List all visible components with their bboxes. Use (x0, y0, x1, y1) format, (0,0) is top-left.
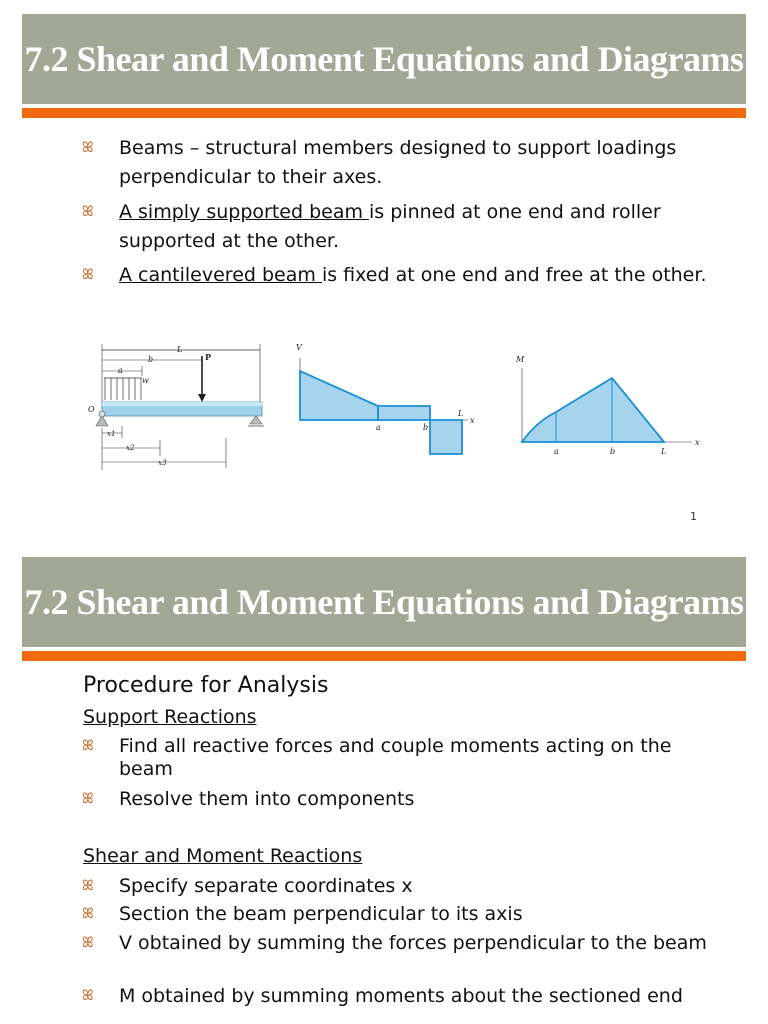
bullet-text: Find all reactive forces and couple moments acting on the beam (119, 735, 672, 780)
slide-2 (0, 540, 768, 1024)
bullet-text: M obtained by summing moments about the sectioned end (119, 985, 683, 1007)
load-w-label: w (142, 376, 149, 385)
moment-axis-x-label: x (695, 438, 700, 447)
bullet-text: A cantilevered beam is fixed at one end and free at the other. (119, 264, 707, 286)
bullet-marker-icon: ꕤ (82, 738, 94, 754)
shear-a-label: a (376, 423, 381, 432)
title-accent-rule (22, 108, 746, 118)
shear-L-label: L (458, 409, 464, 418)
bullet-text: Section the beam perpendicular to its axis (119, 903, 523, 925)
bullet-item (82, 788, 712, 811)
slide-title: 7.2 Shear and Moment Equations and Diagrams (22, 557, 746, 647)
underlined-term: A simply supported beam (119, 201, 370, 223)
bullet-text: Resolve them into components (119, 788, 415, 810)
beam-loading-figure (74, 328, 284, 470)
bullet-item (82, 875, 712, 898)
moment-a-label: a (554, 447, 559, 456)
page-number: 1 (690, 510, 697, 523)
moment-axis-m-label: M (516, 355, 525, 364)
bullet-marker-icon: ꕤ (82, 267, 94, 283)
shear-b-label: b (423, 423, 429, 432)
dim-x3-label: x3 (158, 459, 167, 467)
bullet-marker-icon: ꕤ (82, 988, 94, 1004)
bullet-item (82, 735, 712, 781)
bullet-marker-icon: ꕤ (82, 140, 94, 156)
slide-title: 7.2 Shear and Moment Equations and Diagrams (22, 14, 746, 104)
section-heading: Procedure for Analysis (83, 673, 329, 698)
bullet-item (82, 134, 712, 192)
dim-x2-label: x2 (126, 444, 135, 452)
bullet-text: Beams – structural members designed to support loadings perpendicular to their axes. (119, 137, 677, 188)
shear-axis-v-label: V (296, 343, 302, 352)
moment-L-label: L (661, 447, 667, 456)
subsection-title: Shear and Moment Reactions (83, 845, 363, 867)
bullet-text: Specify separate coordinates x (119, 875, 413, 897)
bullet-marker-icon: ꕤ (82, 878, 94, 894)
dim-x1-label: x1 (107, 430, 116, 438)
bullet-item (82, 261, 712, 290)
moment-b-label: b (610, 447, 616, 456)
bullet-text: A simply supported beam is pinned at one end and roller supported at the other. (119, 201, 661, 252)
bullet-item (82, 198, 712, 256)
bullet-marker-icon: ꕤ (82, 935, 94, 951)
bullet-text: V obtained by summing the forces perpendicular to the beam (119, 932, 707, 954)
bullet-marker-icon: ꕤ (82, 204, 94, 220)
subsection-title: Support Reactions (83, 706, 257, 728)
bullet-marker-icon: ꕤ (82, 791, 94, 807)
dim-L-label: L (177, 345, 183, 354)
dim-a-label: a (118, 366, 123, 375)
bullet-item (82, 985, 712, 1008)
origin-O-label: O (88, 405, 95, 414)
bullet-item (82, 932, 712, 955)
load-P-label: P (205, 352, 212, 362)
bullet-marker-icon: ꕤ (82, 906, 94, 922)
shear-diagram (290, 328, 480, 468)
bullet-item (82, 903, 712, 926)
moment-diagram (510, 328, 706, 468)
dim-b-label: b (148, 355, 154, 364)
underlined-term: A cantilevered beam (119, 264, 322, 286)
title-accent-rule (22, 651, 746, 661)
shear-axis-x-label: x (470, 416, 475, 425)
